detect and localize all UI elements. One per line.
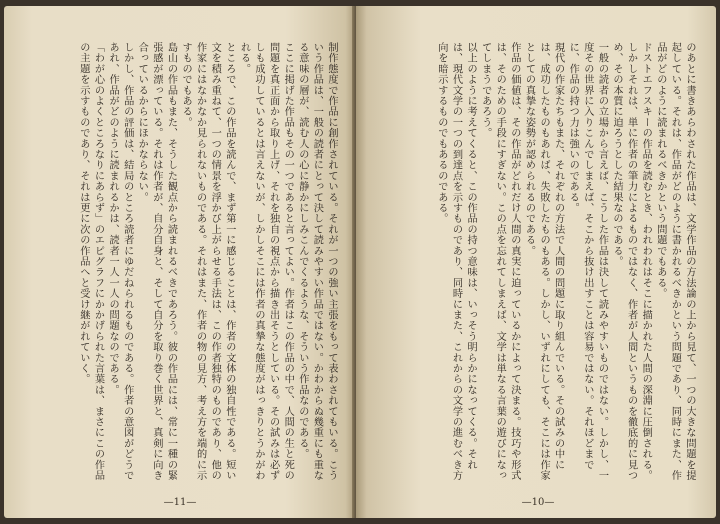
paragraph: 制作態度で作品に創作されている。それが一つの強い主張をもって表わされてもいる。こういう作品は、一般の読者にとって決して読みやすい作品ではない。かわからぬ幾重にも重なる意味の層が、読む人の心に静かにしみこんでくるような、そういう作品なのである。 [296,42,337,481]
page-number-left: —11— [163,497,197,508]
paragraph: ここに掲げた作品もその一つであると言ってよい。作者はこの作品の中で、人間の生と死の問題を真正面から取り上げ、それを独自の視点から描き出そうとしている。その試みは必ずしも成功しているとは言えないが、しかしそこには作者の真摯な態度がはっきりとうかがわれる。 [238,42,294,481]
right-page-text [368,42,696,482]
paragraph: しかし、作品の評価は、結局のところ読者にゆだねられるものである。作者の意図がどうであれ、作品がどのように読まれるかは、読者一人一人の問題なのである。 [107,42,133,481]
paragraph: 作品の価値は、その作品がどれだけ人間の真実に迫っているかによって決まる。技巧や形式は、そのための手段にすぎない。この点を忘れてしまえば、文学は単なる言葉の遊びになってしまうであろう。 [479,42,520,481]
paragraph: 一般の読者の立場から言えば、こうした作品は決して読みやすいものではない。しかし、一度その世界に入りこんでしまえば、そこから抜け出すことは容易ではない。それほどまでに、作品の持つ力は強いのである。 [567,42,608,481]
paragraph: のあとに書きあらわされた作品は、文学作品の方法論の上から見て、一つの大きな問題を提起している。それは、作品がどのように書かれるべきかという問題であり、同時にまた、作品がどのように読まれるべきかという問題でもある。 [654,42,695,481]
right-page [356,6,716,518]
left-page-text [28,42,338,482]
paragraph: ところで、この作品を読んで、まず第一に感じることは、作者の文体の独自性である。短い文を積み重ねて、一つの情景を浮かび上がらせる手法は、この作者独特のものであり、他の作家にはなかなか見られないものである。それはまた、作者の物の見方、考え方を端的に示すものでもある。 [180,42,235,481]
paragraph: 「わが心のよくところなりにあらず」のエピグラフにかかげられた言葉は、まさにこの作品の主題を示すものであり、それは更に次の作品へと受け継がれていく。 [77,42,104,481]
paragraph: 島山の作品もまた、そうした観点から読まれるべきであろう。彼の作品には、常に一種の緊張感が漂っている。それは作者が、自分自身と、そして自分を取り巻く世界と、真剣に向き合っているからにほかならない。 [136,42,177,481]
page-number-right: —10— [521,497,555,508]
paragraph: 以上のように考えてくると、この作品の持つ意味は、いっそう明らかになってくる。それは、現代文学の一つの到達点を示すものであり、同時にまた、これからの文学の進むべき方向を暗示するものでもあるのである。 [435,42,477,481]
paragraph: 現代の作家たちもまた、それぞれの方法で人間の問題に取り組んでいる。その試みの中には、成功したものもあれば、失敗したものもある。しかし、いずれにしても、そこには作家としての真摯な姿勢が認められるのである。 [523,42,564,481]
left-page [4,6,356,518]
paragraph: ドストエフスキーの作品を読むとき、われわれはそこに描かれた人間の深淵に圧倒される。しかしそれは、単に作者の筆力によるものではなく、作者が人間というものを徹底的に見つめ、その本質に迫ろうとした結果なのである。 [611,42,652,481]
